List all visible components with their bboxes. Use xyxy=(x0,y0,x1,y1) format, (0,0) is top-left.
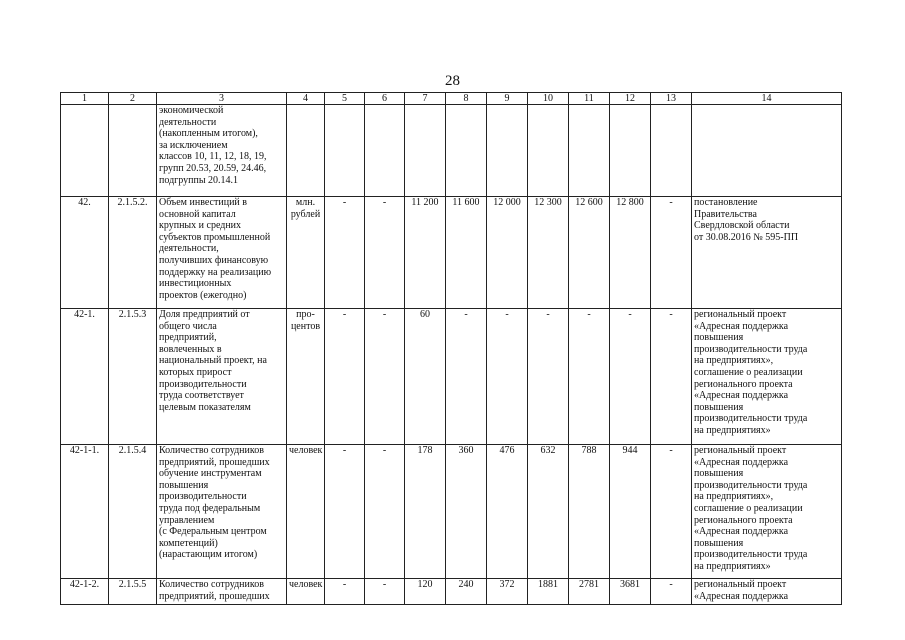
column-number: 3 xyxy=(157,93,287,105)
continuation-text: экономической деятельности (накопленным итогом), за исключением классов 10, 11, 12, 18, 19, групп 20.53, 20.59, 24.46, подгруппы 20.14.1 xyxy=(157,105,287,197)
column-number: 7 xyxy=(405,93,446,105)
indicator-name: Доля предприятий от общего числа предприятий, вовлеченных в национальный проект, на которых прирост производительности труда соответствует целевым показателям xyxy=(157,309,287,445)
value-col-13: - xyxy=(651,445,692,579)
column-number: 4 xyxy=(287,93,325,105)
value-col-10: 12 300 xyxy=(528,197,569,309)
value-col-8: 360 xyxy=(446,445,487,579)
value-col-7: 120 xyxy=(405,579,446,605)
unit: человек xyxy=(287,445,325,579)
value-col-6: - xyxy=(365,309,405,445)
value-col-9: 476 xyxy=(487,445,528,579)
unit: млн. рублей xyxy=(287,197,325,309)
value-col-13: - xyxy=(651,197,692,309)
value-col-5: - xyxy=(325,309,365,445)
value-col-9: 372 xyxy=(487,579,528,605)
table-row xyxy=(61,197,842,309)
page-number: 28 xyxy=(445,73,460,89)
table-row xyxy=(61,579,842,605)
value-col-7: 178 xyxy=(405,445,446,579)
value-col-13: - xyxy=(651,309,692,445)
value-col-10: - xyxy=(528,309,569,445)
value-col-13: - xyxy=(651,579,692,605)
indicators-table xyxy=(60,92,842,605)
value-col-8: 11 600 xyxy=(446,197,487,309)
value-col-9: 12 000 xyxy=(487,197,528,309)
value-col-12: 12 800 xyxy=(610,197,651,309)
row-code: 2.1.5.2. xyxy=(109,197,157,309)
value-col-5: - xyxy=(325,197,365,309)
column-number: 13 xyxy=(651,93,692,105)
value-col-10: 1881 xyxy=(528,579,569,605)
unit: про- центов xyxy=(287,309,325,445)
value-col-12: 3681 xyxy=(610,579,651,605)
row-code: 2.1.5.3 xyxy=(109,309,157,445)
value-col-6: - xyxy=(365,445,405,579)
source-document: региональный проект «Адресная поддержка xyxy=(692,579,842,605)
value-col-11: 12 600 xyxy=(569,197,610,309)
column-number: 5 xyxy=(325,93,365,105)
value-col-11: - xyxy=(569,309,610,445)
table-row xyxy=(61,309,842,445)
column-number: 14 xyxy=(692,93,842,105)
value-col-8: - xyxy=(446,309,487,445)
value-col-5: - xyxy=(325,445,365,579)
value-col-7: 11 200 xyxy=(405,197,446,309)
indicator-name: Количество сотрудников предприятий, прошедших xyxy=(157,579,287,605)
indicator-name: Количество сотрудников предприятий, прошедших обучение инструментам повышения производительности труда под федеральным управлением (с Федеральным центром компетенций) (нарастающим итогом) xyxy=(157,445,287,579)
column-number: 6 xyxy=(365,93,405,105)
value-col-9: - xyxy=(487,309,528,445)
row-code: 2.1.5.4 xyxy=(109,445,157,579)
column-number: 12 xyxy=(610,93,651,105)
source-document: региональный проект «Адресная поддержка повышения производительности труда на предприятиях», соглашение о реализации регионального проекта «Адресная поддержка повышения производительности труда на предприятиях» xyxy=(692,445,842,579)
source-document: постановление Правительства Свердловской области от 30.08.2016 № 595-ПП xyxy=(692,197,842,309)
column-number: 11 xyxy=(569,93,610,105)
column-number: 1 xyxy=(61,93,109,105)
value-col-12: - xyxy=(610,309,651,445)
column-number: 8 xyxy=(446,93,487,105)
row-number: 42-1-1. xyxy=(61,445,109,579)
value-col-12: 944 xyxy=(610,445,651,579)
value-col-7: 60 xyxy=(405,309,446,445)
value-col-6: - xyxy=(365,197,405,309)
source-document: региональный проект «Адресная поддержка повышения производительности труда на предприятиях», соглашение о реализации регионального проекта «Адресная поддержка повышения производительности труда на предприятиях» xyxy=(692,309,842,445)
row-number: 42-1-2. xyxy=(61,579,109,605)
column-number: 2 xyxy=(109,93,157,105)
column-number: 9 xyxy=(487,93,528,105)
continuation-row xyxy=(61,105,842,197)
column-number-row xyxy=(61,93,842,105)
value-col-11: 2781 xyxy=(569,579,610,605)
row-code: 2.1.5.5 xyxy=(109,579,157,605)
table-row xyxy=(61,445,842,579)
value-col-5: - xyxy=(325,579,365,605)
unit: человек xyxy=(287,579,325,605)
value-col-11: 788 xyxy=(569,445,610,579)
value-col-6: - xyxy=(365,579,405,605)
indicator-name: Объем инвестиций в основной капитал крупных и средних субъектов промышленной деятельности, получивших финансовую поддержку на реализацию инвестиционных проектов (ежегодно) xyxy=(157,197,287,309)
value-col-10: 632 xyxy=(528,445,569,579)
row-number: 42. xyxy=(61,197,109,309)
value-col-8: 240 xyxy=(446,579,487,605)
column-number: 10 xyxy=(528,93,569,105)
row-number: 42-1. xyxy=(61,309,109,445)
